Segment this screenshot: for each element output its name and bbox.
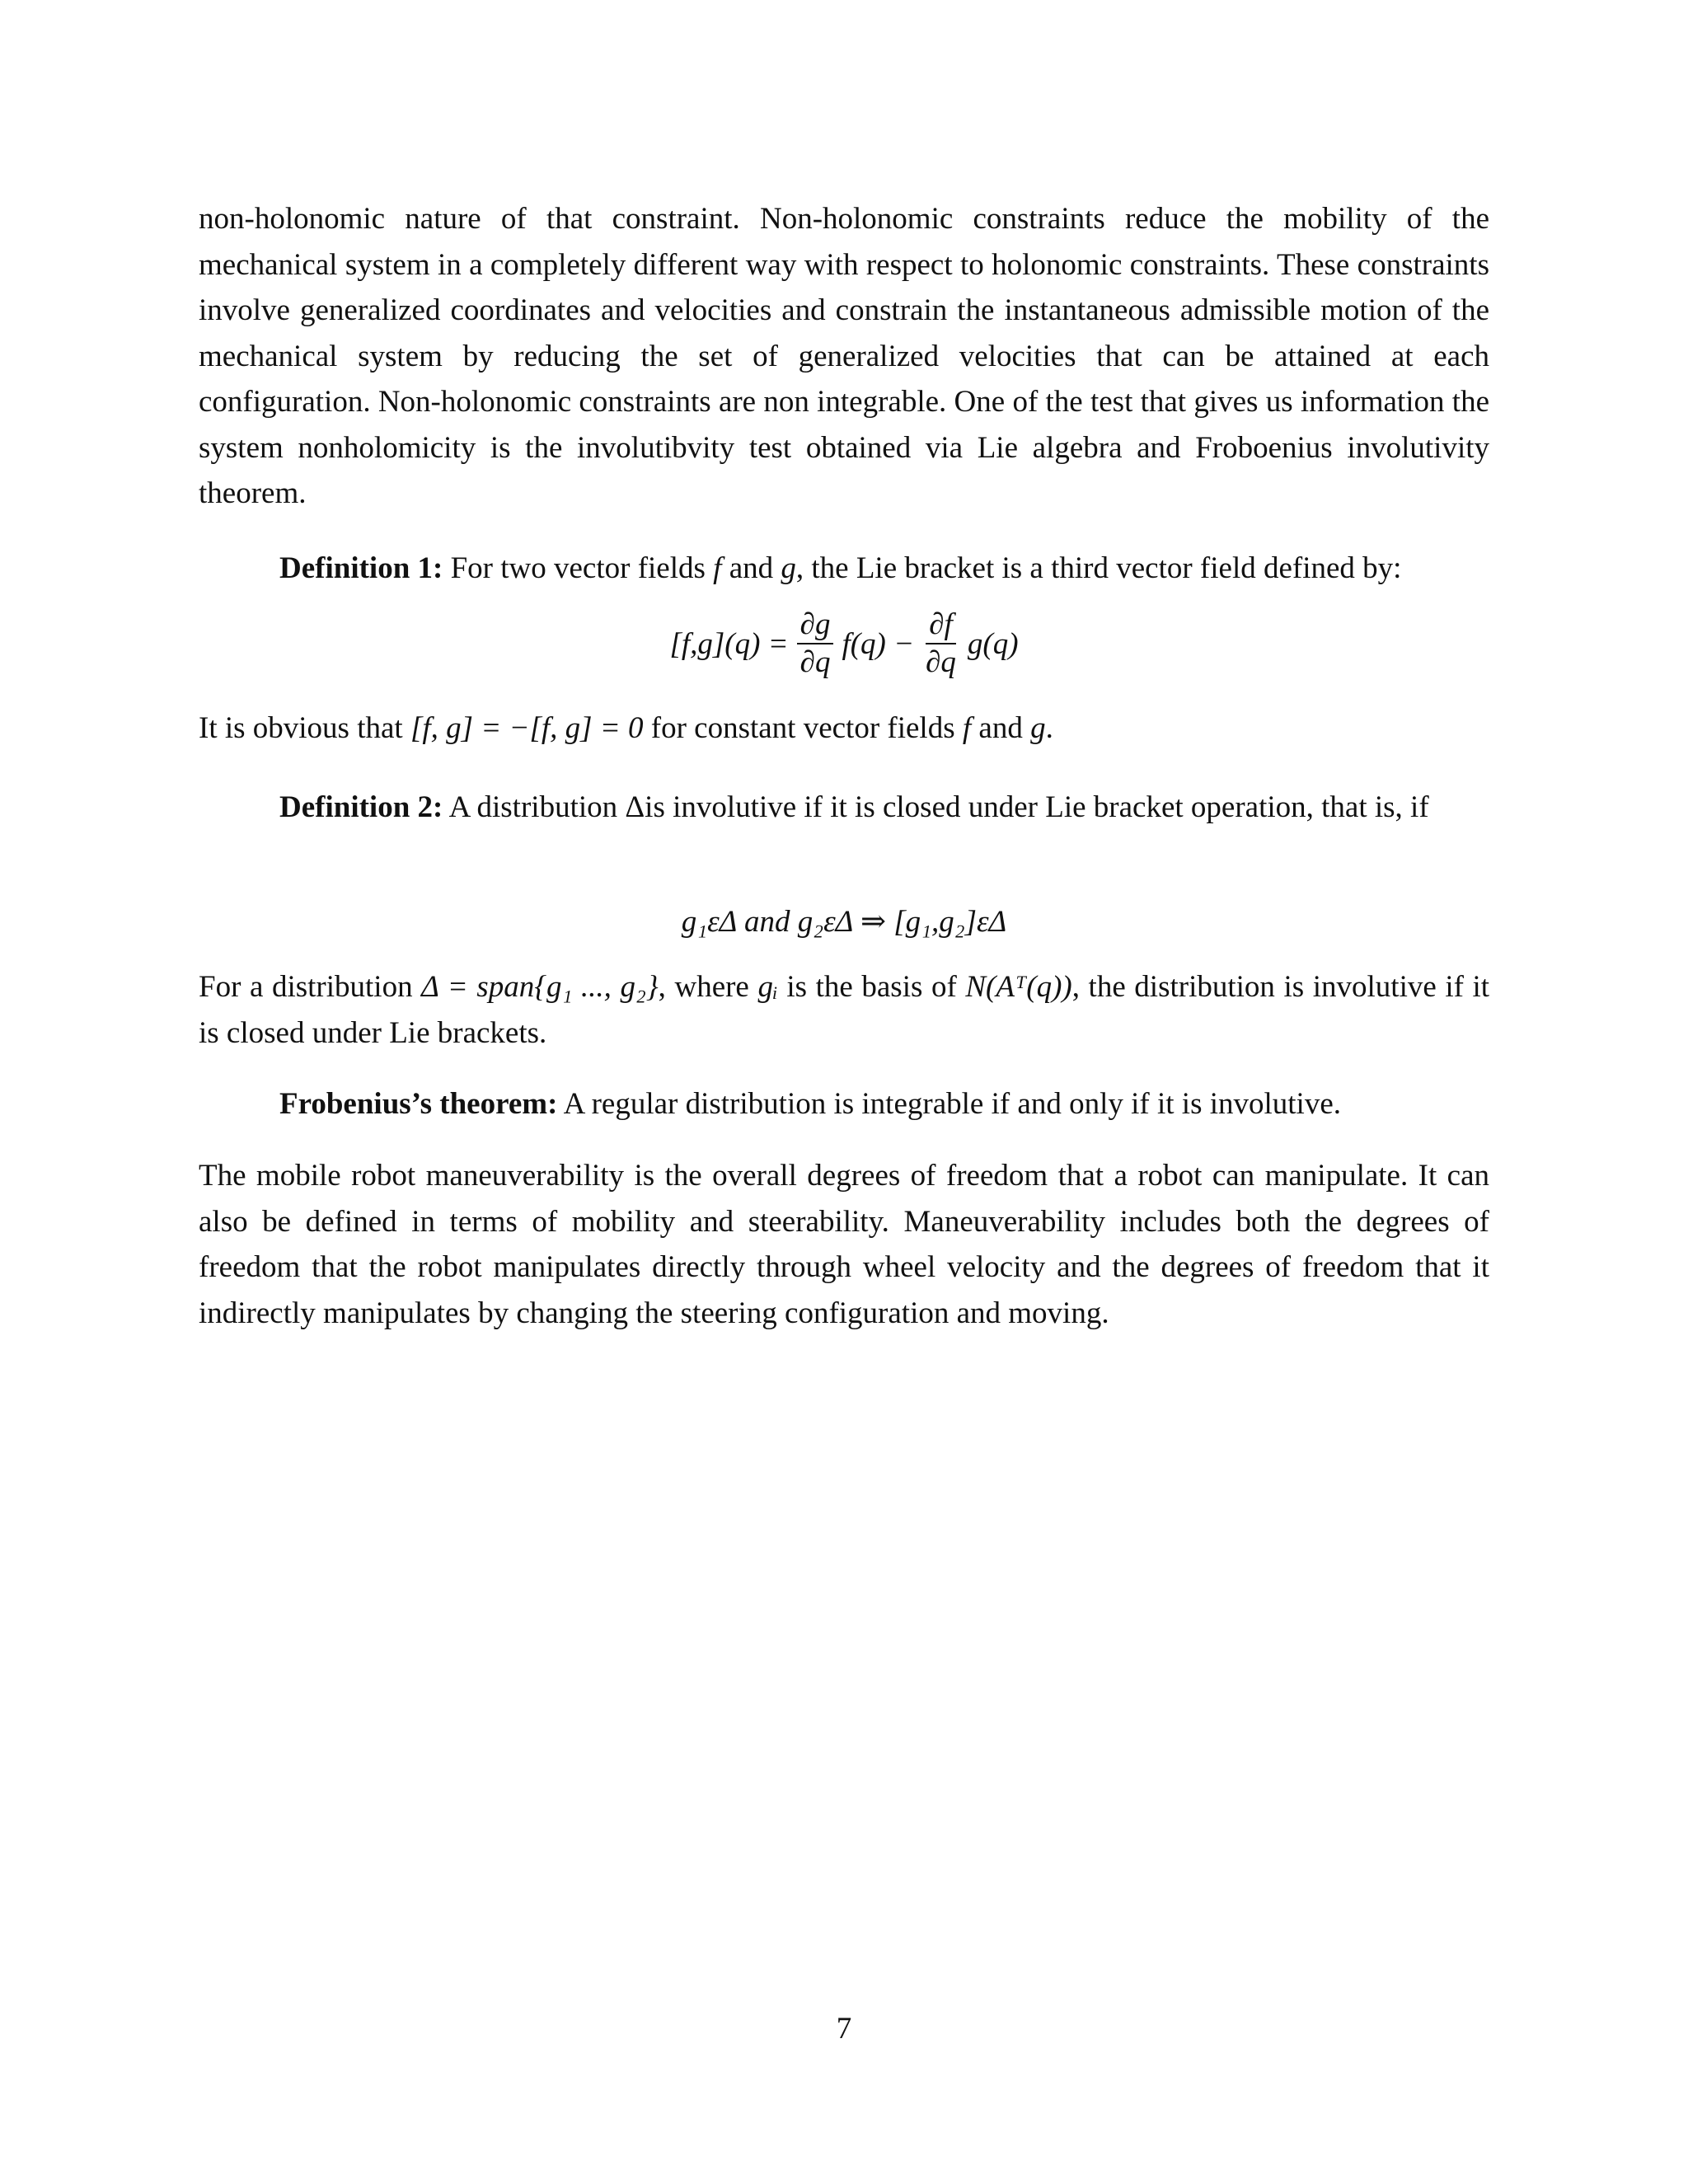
definition-1-text: For two vector fields bbox=[450, 551, 706, 585]
dist-text-a: For a distribution bbox=[199, 970, 413, 1004]
lie-bracket-equation bbox=[0, 607, 1688, 681]
math-f: f bbox=[962, 711, 972, 745]
frobenius-text: A regular distribution is integrable if and only if it is involutive. bbox=[563, 1087, 1342, 1121]
obvious-text: It is obvious that bbox=[199, 711, 403, 745]
eq1-end: g(q) bbox=[967, 626, 1019, 661]
distribution-paragraph bbox=[199, 964, 1489, 1056]
dist-text-b: , where bbox=[658, 970, 749, 1004]
dist-span-expression: Δ = span{g₁ ..., g₂} bbox=[421, 970, 659, 1004]
involutive-equation: g₁εΔ and g₂εΔ ⇒ [g₁,g₂]εΔ bbox=[681, 905, 1007, 939]
definition-1-label: Definition 1: bbox=[279, 551, 443, 585]
frac1-denominator: ∂q bbox=[799, 645, 831, 679]
math-g: g bbox=[1030, 711, 1046, 745]
paragraph-maneuverability bbox=[199, 1153, 1489, 1336]
frac2-denominator: ∂q bbox=[926, 645, 956, 679]
frobenius-theorem bbox=[199, 1081, 1489, 1127]
obvious-statement bbox=[199, 705, 1489, 752]
math-g: g bbox=[781, 551, 796, 585]
eq1-middle: f(q) − bbox=[842, 626, 915, 661]
definition-2 bbox=[199, 785, 1489, 831]
word-and: and bbox=[729, 551, 774, 585]
definition-2-text: A distribution Δis involutive if it is closed under Lie bracket operation, that is, if bbox=[448, 790, 1429, 824]
definition-2-label: Definition 2: bbox=[279, 790, 443, 824]
dist-text-c: is the basis of bbox=[786, 970, 957, 1004]
word-and: and bbox=[978, 711, 1023, 745]
definition-1-text-end: , the Lie bracket is a third vector field defined by: bbox=[795, 551, 1402, 585]
math-f: f bbox=[713, 551, 722, 585]
page-number: 7 bbox=[836, 2012, 852, 2046]
obvious-text-b: for constant vector fields bbox=[650, 711, 955, 745]
frobenius-label: Frobenius’s theorem: bbox=[279, 1087, 558, 1121]
paragraph-text: non-holonomic nature of that constraint. Non-holonomic constraints reduce the mobility of the mechanical system in a completely different way with respect to holonomic constraints. These constraints involve generalized coordinates and velocities and constrain the instantaneous admissible motion of the mechanical system by reducing the set of generalized velocities that can be attained at each configuration. Non-holonomic constraints are non integrable. One of the test that gives us information the system nonholomicity is the involutibvity test obtained via Lie algebra and Froboenius involutivity theorem. bbox=[199, 202, 1489, 510]
paragraph-nonholonomic bbox=[199, 196, 1489, 517]
math-gi: gᵢ bbox=[757, 970, 778, 1004]
null-space-expression: N(Aᵀ(q)) bbox=[965, 970, 1072, 1004]
fraction-dg-dq bbox=[797, 607, 834, 681]
frac2-numerator: ∂f bbox=[926, 607, 956, 644]
fraction-df-dq bbox=[922, 607, 959, 681]
obvious-expression: [f, g] = −[f, g] = 0 bbox=[410, 711, 644, 745]
dist-text-d: , the distribution is involutive if it is closed under Lie brackets. bbox=[199, 970, 1490, 1050]
period: . bbox=[1045, 711, 1053, 745]
frac1-numerator: ∂g bbox=[797, 607, 834, 644]
paragraph-text: The mobile robot maneuverability is the overall degrees of freedom that a robot can manipulate. It can also be defined in terms of mobility and steerability. Maneuverability includes both the degrees of freedom that the robot manipulates directly through wheel velocity and the degrees of freedom that it indirectly manipulates by changing the steering configuration and moving. bbox=[199, 1159, 1489, 1330]
eq1-lhs: [f,g](q) = bbox=[669, 626, 789, 661]
definition-1 bbox=[199, 546, 1489, 592]
